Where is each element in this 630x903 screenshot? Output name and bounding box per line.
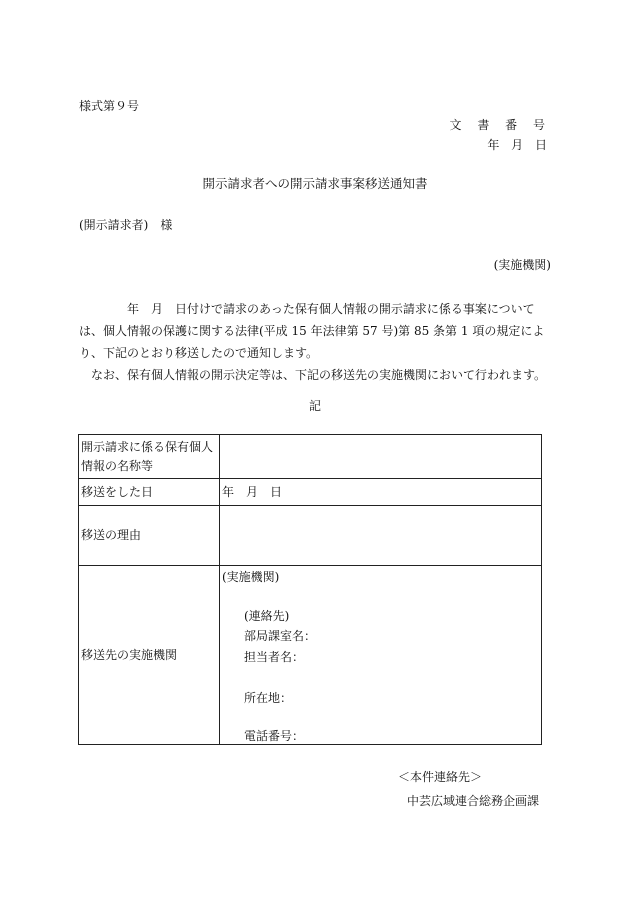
row-value-destination-agency (220, 566, 542, 745)
contact-department: 中芸広域連合総務企画課 (406, 794, 539, 808)
destination-agency: (実施機関) (222, 570, 280, 584)
document-number-label: 文 書 番 号 (449, 118, 551, 132)
contact-heading: ＜本件連絡先＞ (397, 770, 482, 784)
table-row (79, 566, 542, 745)
row-label-destination-agency: 移送先の実施機関 (79, 566, 220, 745)
destination-address: 所在地： (244, 691, 293, 705)
document-title: 開示請求者への開示請求事案移送通知書 (202, 176, 428, 191)
table-row (79, 479, 542, 506)
table-row (79, 435, 542, 479)
destination-phone: 電話番号： (244, 729, 305, 743)
document-date-label: 年 月 日 (487, 138, 551, 152)
destination-contact-heading: (連絡先) (244, 609, 290, 623)
form-number: 様式第９号 (79, 99, 140, 113)
table-row (79, 506, 542, 566)
row-value-transfer-date: 年 月 日 (220, 479, 542, 506)
row-value-info-name (220, 435, 542, 479)
destination-person: 担当者名： (244, 650, 305, 664)
issuing-agency: (実施機関) (493, 258, 551, 272)
body-paragraph-2: なお、保有個人情報の開示決定等は、下記の移送先の実施機関において行われます。 (91, 368, 547, 382)
row-label-transfer-reason: 移送の理由 (79, 506, 220, 566)
addressee: (開示請求者) 様 (79, 218, 173, 232)
details-table (78, 434, 542, 745)
row-label-info-name: 開示請求に係る保有個人情報の名称等 (79, 435, 220, 479)
row-value-transfer-reason (220, 506, 542, 566)
body-text (79, 298, 553, 386)
ki-heading: 記 (308, 399, 321, 413)
row-label-transfer-date: 移送をした日 (79, 479, 220, 506)
body-paragraph-1: 年 月 日付けで請求のあった保有個人情報の開示請求に係る事案については、個人情報の保護に関する法律(平成 15 年法律第 57 号)第 85 条第 1 項の規定により、下記のとおり移送したので通知します。 (79, 302, 545, 360)
destination-department: 部局課室名： (244, 629, 317, 643)
